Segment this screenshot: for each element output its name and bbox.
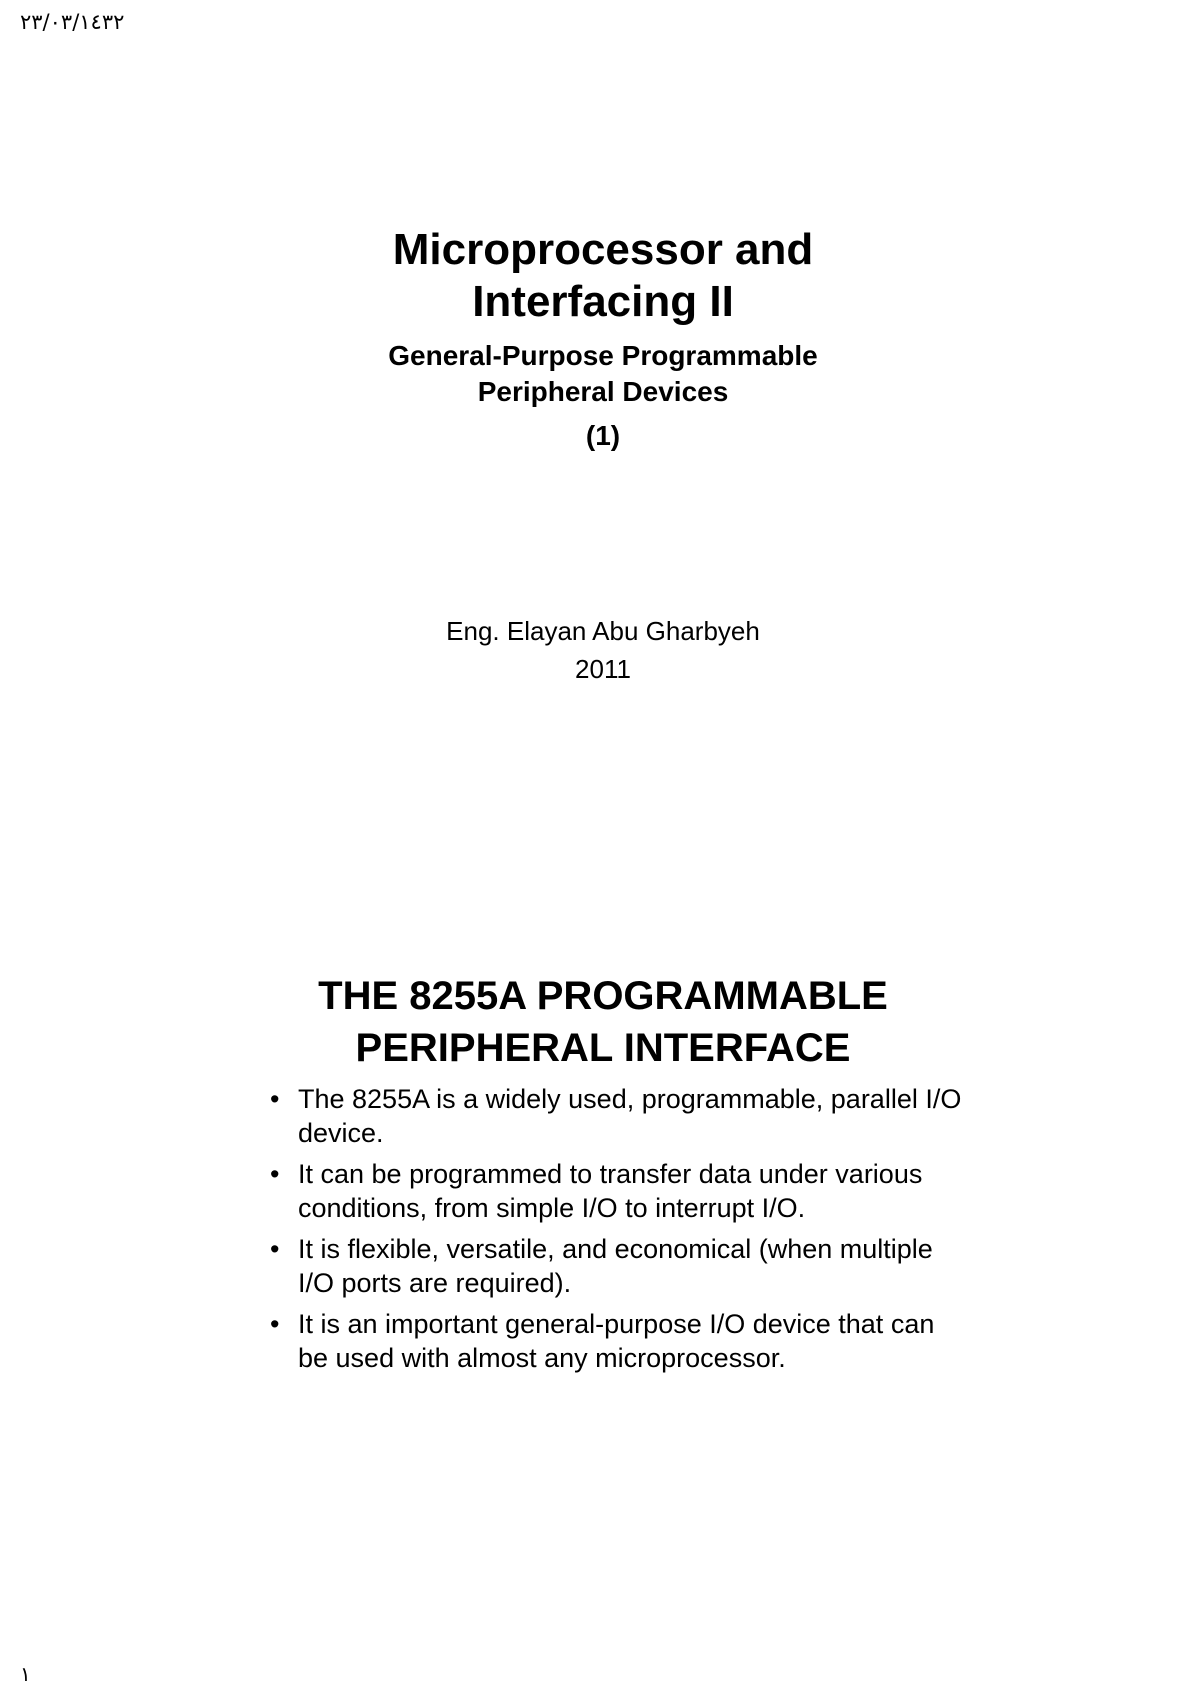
author-name: Eng. Elayan Abu Gharbyeh	[446, 616, 760, 646]
list-item	[265, 1232, 965, 1300]
bullet-icon: •	[270, 1234, 280, 1264]
subtitle-line-2: Peripheral Devices	[477, 376, 729, 407]
bullet-icon: •	[270, 1309, 280, 1339]
slide-title	[0, 224, 1200, 328]
list-item	[265, 1082, 965, 1150]
title-line-2: Interfacing II	[472, 277, 734, 326]
part-number: (1)	[585, 420, 621, 451]
bullet-text: The 8255A is a widely used, programmable, parallel I/O device.	[298, 1084, 962, 1148]
author-block	[0, 612, 1200, 688]
bullet-text: It is flexible, versatile, and economical (when multiple I/O ports are required).	[298, 1234, 933, 1298]
list-item	[265, 1307, 965, 1375]
slide-subtitle	[0, 338, 1200, 410]
title-line-1: Microprocessor and	[392, 225, 814, 274]
subtitle-line-1: General-Purpose Programmable	[388, 340, 818, 371]
year: 2011	[575, 654, 631, 684]
bullet-text: It can be programmed to transfer data under various conditions, from simple I/O to interrupt I/O.	[298, 1159, 923, 1223]
bullet-icon: •	[270, 1159, 280, 1189]
heading-line-1: THE 8255A PROGRAMMABLE	[318, 974, 888, 1018]
page-number: ١	[20, 1662, 31, 1686]
heading-line-2: PERIPHERAL INTERFACE	[355, 1026, 851, 1070]
list-item	[265, 1157, 965, 1225]
header-date: ٢٣/٠٣/١٤٣٢	[20, 10, 125, 34]
content-heading	[0, 970, 1200, 1074]
bullet-list	[265, 1082, 965, 1382]
bullet-icon: •	[270, 1084, 280, 1114]
bullet-text: It is an important general-purpose I/O device that can be used with almost any microprocessor.	[298, 1309, 935, 1373]
